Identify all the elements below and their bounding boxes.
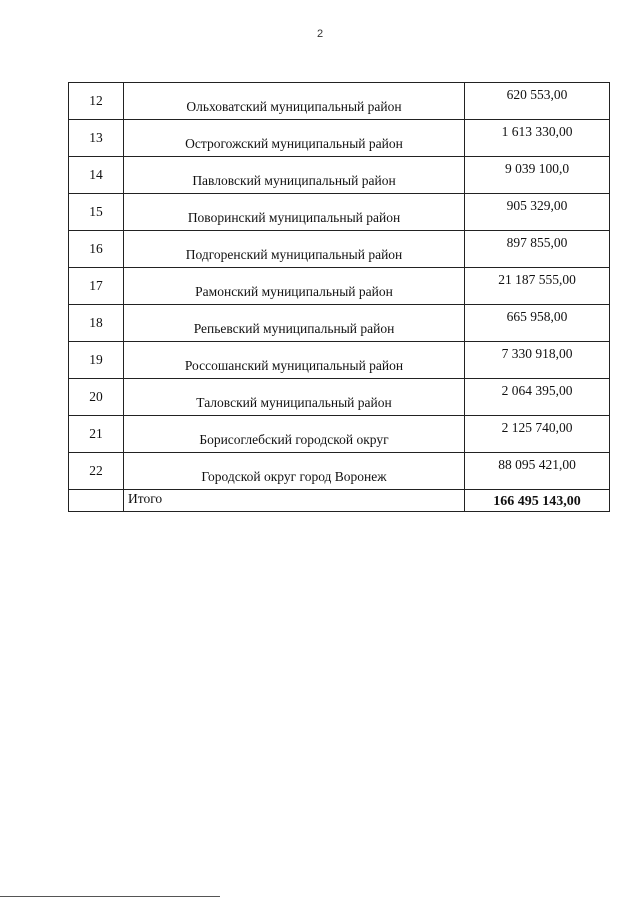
amount-value: 88 095 421,00	[465, 453, 610, 490]
district-name: Россошанский муниципальный район	[124, 342, 465, 379]
district-name: Ольховатский муниципальный район	[124, 83, 465, 120]
table-row	[69, 194, 610, 231]
table-row	[69, 453, 610, 490]
amount-value: 897 855,00	[465, 231, 610, 268]
total-row	[69, 490, 610, 512]
total-label: Итого	[124, 490, 465, 512]
district-name: Борисоглебский городской округ	[124, 416, 465, 453]
footer-rule	[0, 896, 220, 897]
district-name: Рамонский муниципальный район	[124, 268, 465, 305]
district-name: Поворинский муниципальный район	[124, 194, 465, 231]
total-amount: 166 495 143,00	[465, 490, 610, 512]
table-row	[69, 231, 610, 268]
row-number: 20	[69, 379, 124, 416]
district-name: Городской округ город Воронеж	[124, 453, 465, 490]
row-number: 21	[69, 416, 124, 453]
table-row	[69, 305, 610, 342]
table-row	[69, 157, 610, 194]
district-name: Подгоренский муниципальный район	[124, 231, 465, 268]
table-row	[69, 379, 610, 416]
district-name: Таловский муниципальный район	[124, 379, 465, 416]
row-number: 22	[69, 453, 124, 490]
amount-value: 620 553,00	[465, 83, 610, 120]
table-row	[69, 120, 610, 157]
row-number: 14	[69, 157, 124, 194]
page-number: 2	[316, 28, 324, 40]
row-number: 17	[69, 268, 124, 305]
row-number: 12	[69, 83, 124, 120]
district-name: Острогожский муниципальный район	[124, 120, 465, 157]
district-name: Павловский муниципальный район	[124, 157, 465, 194]
total-empty-cell	[69, 490, 124, 512]
row-number: 15	[69, 194, 124, 231]
table-row	[69, 342, 610, 379]
row-number: 18	[69, 305, 124, 342]
amount-value: 9 039 100,0	[465, 157, 610, 194]
table-row	[69, 268, 610, 305]
row-number: 16	[69, 231, 124, 268]
table-row	[69, 416, 610, 453]
amount-value: 1 613 330,00	[465, 120, 610, 157]
amount-value: 7 330 918,00	[465, 342, 610, 379]
amount-value: 21 187 555,00	[465, 268, 610, 305]
row-number: 19	[69, 342, 124, 379]
allocation-table	[68, 82, 610, 512]
row-number: 13	[69, 120, 124, 157]
amount-value: 2 064 395,00	[465, 379, 610, 416]
amount-value: 905 329,00	[465, 194, 610, 231]
amount-value: 2 125 740,00	[465, 416, 610, 453]
district-name: Репьевский муниципальный район	[124, 305, 465, 342]
amount-value: 665 958,00	[465, 305, 610, 342]
table-row	[69, 83, 610, 120]
